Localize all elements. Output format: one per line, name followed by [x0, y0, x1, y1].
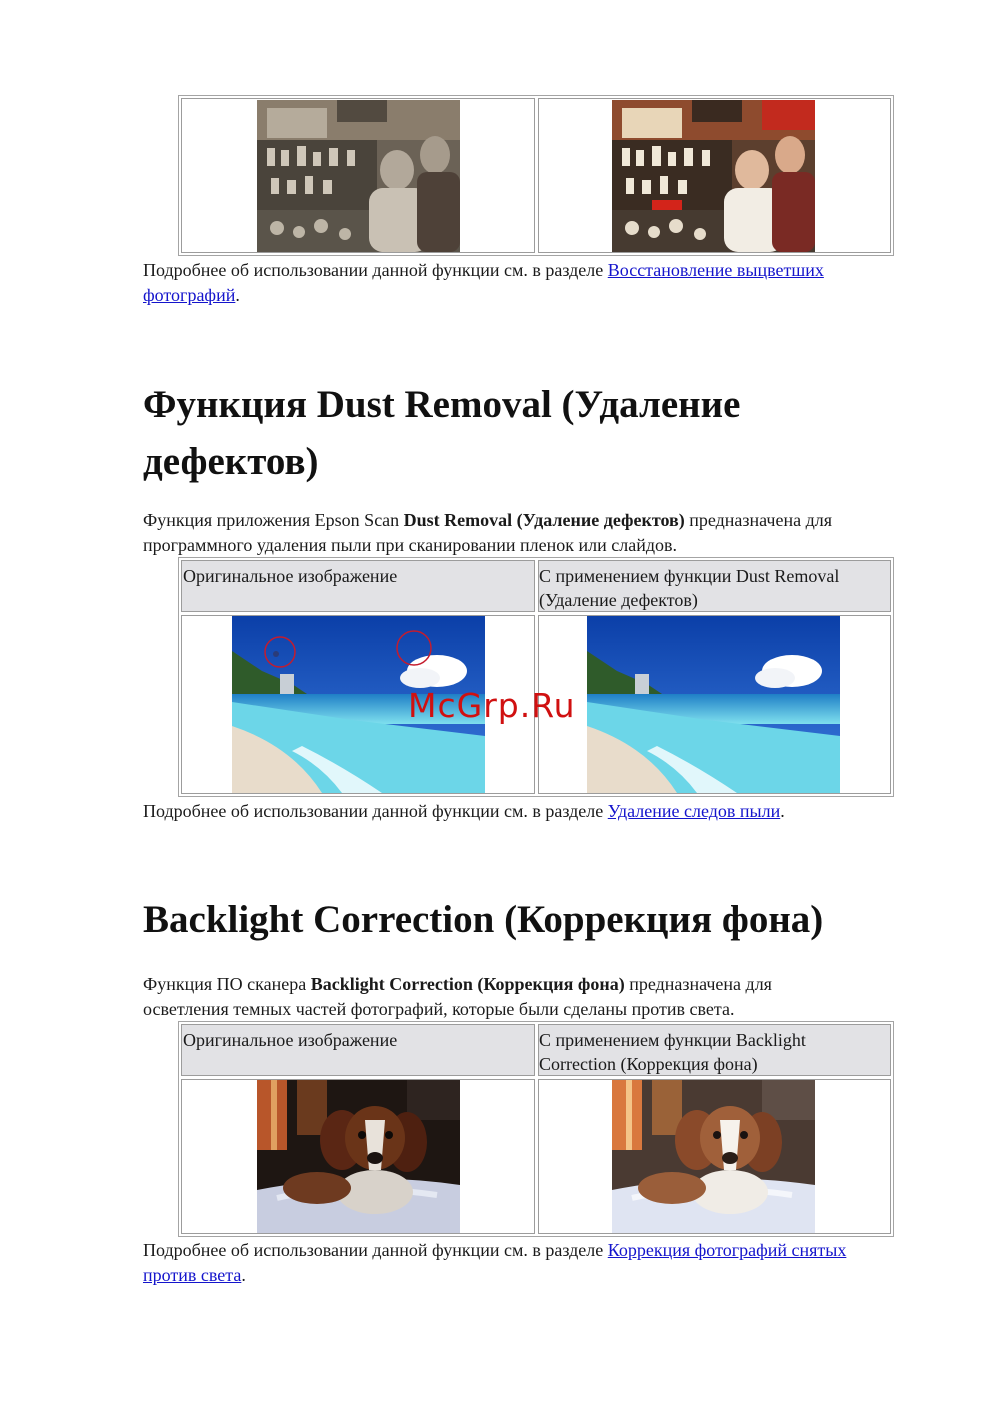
- faded-photo-restore-link-cont[interactable]: фотографий: [143, 285, 236, 305]
- beach-corrected-photo: [587, 616, 840, 793]
- backlight-col1-header: Оригинальное изображение: [181, 1024, 535, 1076]
- backlight-col2-header: С применением функции Backlight Correction (Коррекция фона): [538, 1024, 891, 1076]
- dust-corrected-cell: [538, 615, 891, 794]
- market-corrected-cell: [538, 98, 891, 253]
- backlight-corrected-cell: [538, 1079, 891, 1234]
- market-more-info: Подробнее об использовании данной функции см. в разделе Восстановление выцветших фотографий.: [143, 260, 824, 305]
- dust-col2-header: С применением функции Dust Removal (Удаление дефектов): [538, 560, 891, 612]
- dog-original-photo: [257, 1080, 460, 1233]
- backlight-original-cell: [181, 1079, 535, 1234]
- watermark: McGrp.Ru: [408, 686, 576, 725]
- dust-intro: Функция приложения Epson Scan Dust Removal (Удаление дефектов) предназначена для программного удаления пыли при сканировании пленок или слайдов.: [143, 510, 832, 555]
- dust-removal-heading: Функция Dust Removal (Удаление дефектов): [143, 383, 741, 483]
- backlit-photo-correction-link[interactable]: Коррекция фотографий снятых: [607, 1240, 847, 1260]
- market-original-photo: [257, 100, 460, 252]
- dust-col1-header: Оригинальное изображение: [181, 560, 535, 612]
- backlight-more-info: Подробнее об использовании данной функции см. в разделе Коррекция фотографий снятых против света.: [143, 1240, 847, 1285]
- market-corrected-photo: [612, 100, 815, 252]
- backlight-intro: Функция ПО сканера Backlight Correction (Коррекция фона) предназначена для осветления темных частей фотографий, которые были сделаны против света.: [143, 974, 772, 1019]
- market-original-cell: [181, 98, 535, 253]
- backlit-photo-correction-link-cont[interactable]: против света: [143, 1265, 242, 1285]
- dust-traces-link[interactable]: Удаление следов пыли: [607, 801, 781, 821]
- faded-photo-restore-link[interactable]: Восстановление выцветших: [607, 260, 824, 280]
- dog-corrected-photo: [612, 1080, 815, 1233]
- backlight-heading: Backlight Correction (Коррекция фона): [143, 898, 824, 941]
- dust-more-info: Подробнее об использовании данной функции см. в разделе Удаление следов пыли.: [143, 801, 785, 821]
